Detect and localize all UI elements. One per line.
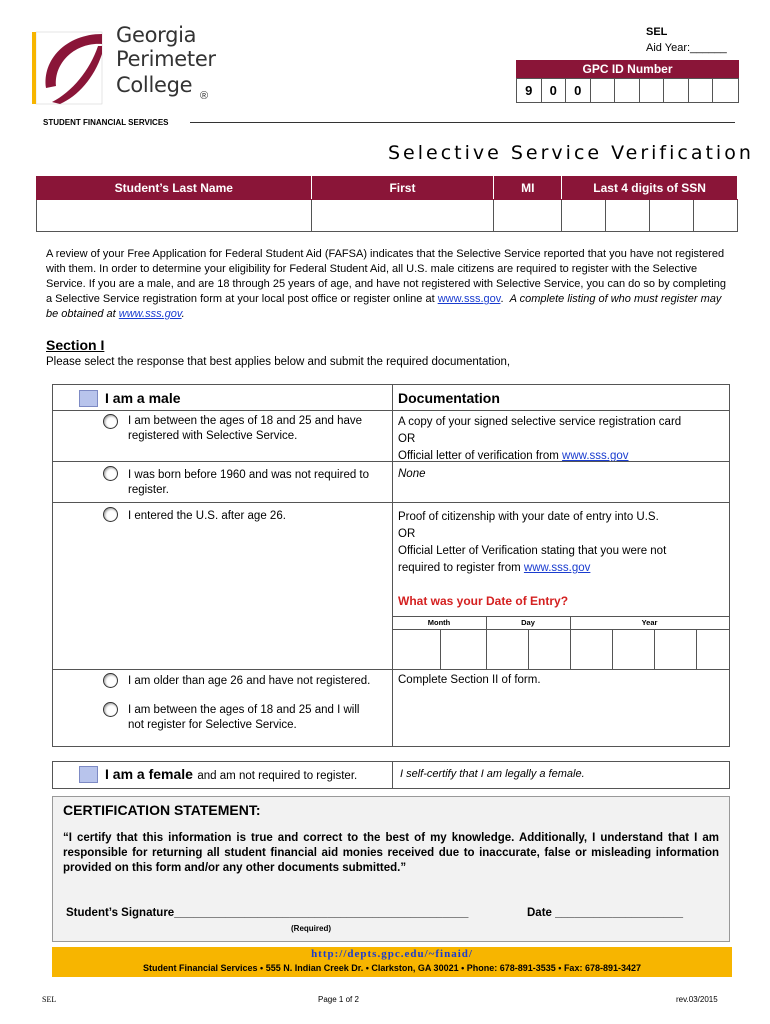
intro-paragraph: A review of your Free Application for Federal Student Aid (FAFSA) indicates that the Selective Service reported that you have not registered with them. In order to determine your eligibility for Federal Student Aid, all U.S. male citizens are required to register with the Selective Service. If you are a male, and are 18 through 25 years of age, and have not registered with Selective Service, you can do so by completing a Selective Service registration form at your local post office or register online at www.sss.gov. A complete listing of who must register may be obtained at www.sss.gov. — [46, 248, 726, 320]
department-label: STUDENT FINANCIAL SERVICES — [43, 118, 169, 127]
form-code: SEL — [646, 26, 668, 38]
first-name-input[interactable] — [311, 200, 494, 232]
logo-line-3: College — [116, 73, 193, 97]
entry-date-grid[interactable] — [392, 616, 729, 669]
sss-link-2[interactable]: www.sss.gov — [118, 308, 182, 320]
female-row — [52, 761, 730, 789]
gpc-id-digit[interactable] — [640, 79, 665, 102]
logo-mark-icon — [32, 24, 114, 108]
gpc-id-digit[interactable] — [713, 79, 738, 102]
doc-line: Proof of citizenship with your date of entry into U.S. — [398, 511, 659, 523]
gpc-id-cells[interactable] — [516, 78, 739, 103]
date-field[interactable]: ____________________ — [555, 907, 684, 919]
gpc-id-header: GPC ID Number — [516, 60, 739, 78]
male-checkbox[interactable] — [79, 390, 98, 412]
option-will-not-register-text: I am between the ages of 18 and 25 and I will not register for Selective Service. — [128, 704, 360, 731]
gpc-id-digit[interactable] — [664, 79, 689, 102]
female-doc: I self-certify that I am legally a female. — [400, 768, 585, 780]
gpc-id-digit[interactable]: 0 — [542, 79, 567, 102]
aid-year-field[interactable]: Aid Year:______ — [646, 42, 727, 54]
sss-link-4[interactable]: www.sss.gov — [523, 562, 591, 574]
section-1-instruction: Please select the response that best applies below and submit the required documentation, — [46, 356, 511, 368]
doc-line: A copy of your signed selective service registration card — [398, 416, 682, 428]
finaid-link[interactable]: http://depts.gpc.edu/~finaid/ — [311, 948, 473, 960]
option-entered-after-26-doc — [398, 509, 723, 577]
col-ssn: Last 4 digits of SSN — [562, 177, 738, 200]
radio-registered[interactable] — [103, 414, 118, 434]
student-info-table — [36, 176, 738, 232]
ssn-input[interactable] — [562, 200, 738, 232]
signature-field[interactable]: ______________________________________________ — [174, 907, 469, 919]
entry-year-label: Year — [641, 618, 658, 627]
college-logo — [32, 24, 232, 110]
intro-italic: A complete listing of who must register may be obtained at — [46, 293, 722, 320]
department-rule — [190, 122, 735, 123]
gpc-id-digit[interactable]: 9 — [517, 79, 542, 102]
radio-will-not-register[interactable] — [103, 702, 118, 722]
footer-contact-bar — [52, 947, 732, 977]
signature-required: (Required) — [291, 924, 331, 933]
revision-date: rev.03/2015 — [676, 995, 718, 1004]
intro-end: . — [181, 308, 185, 320]
intro-text: A review of your Free Application for Federal Student Aid (FAFSA) indicates that the Selective Service reported that you have not registered with them. In order to determine your eligibility for Federal Student Aid, all U.S. male citizens are required to register with the Selective Service. If you are a male, and are 18 through 25 years of age, and have not registered with Selective Service, you can do so by completing a Selective Service registration form at your local post office or register online at — [46, 248, 726, 305]
female-suffix: and am not required to register. — [197, 770, 358, 782]
certification-heading: CERTIFICATION STATEMENT: — [63, 802, 261, 818]
doc-line: Official letter of verification from — [398, 450, 563, 462]
logo-line-1: Georgia — [116, 23, 197, 47]
radio-born-before-1960[interactable] — [103, 466, 118, 486]
col-mi: MI — [494, 177, 562, 200]
female-label: I am a female — [105, 766, 193, 782]
certification-text: “I certify that this information is true and correct to the best of my knowledge. Additionally, I understand that I am responsible for returning all student financial aid monies received due to inaccurate, false or misleading information provided on this form and/or any other documents submitted.” — [63, 832, 719, 874]
date-label: Date — [527, 907, 552, 919]
sss-link-3[interactable]: www.sss.gov — [562, 450, 629, 462]
option-registered-text: I am between the ages of 18 and 25 and have registered with Selective Service. — [128, 415, 363, 442]
gpc-id-digit[interactable] — [689, 79, 714, 102]
registered-mark: ® — [200, 90, 209, 102]
last-name-input[interactable] — [37, 200, 312, 232]
option-born-before-1960-doc: None — [398, 468, 426, 480]
female-checkbox[interactable] — [79, 766, 98, 788]
doc-line: Official Letter of Verification stating that you were not — [398, 545, 667, 557]
doc-line: OR — [398, 433, 416, 445]
section-1-heading: Section I — [46, 337, 105, 353]
footer-form-code: SEL — [42, 995, 57, 1004]
doc-line: required to register from — [398, 562, 524, 574]
option-born-before-1960-text: I was born before 1960 and was not required to register. — [128, 469, 370, 496]
option-entered-after-26-text: I entered the U.S. after age 26. — [128, 510, 286, 522]
col-last-name: Student’s Last Name — [37, 177, 312, 200]
gpc-id-digit[interactable] — [615, 79, 640, 102]
sss-link-1[interactable]: www.sss.gov — [437, 293, 501, 305]
gpc-id-digit[interactable]: 0 — [566, 79, 591, 102]
page-number: Page 1 of 2 — [318, 995, 359, 1004]
entry-month-label: Month — [427, 618, 451, 627]
entry-date-question: What was your Date of Entry? — [398, 594, 569, 608]
male-options-table — [52, 384, 730, 747]
page-title: Selective Service Verification — [388, 142, 754, 164]
certification-box — [52, 796, 730, 942]
mi-input[interactable] — [494, 200, 562, 232]
col-first: First — [311, 177, 494, 200]
radio-older-than-26[interactable] — [103, 673, 118, 693]
female-label-group — [105, 766, 357, 784]
option-older-than-26-doc: Complete Section II of form. — [398, 674, 541, 686]
option-registered-doc — [398, 414, 723, 465]
entry-day-label: Day — [521, 618, 535, 627]
signature-label: Student’s Signature — [66, 907, 175, 919]
footer-address: Student Financial Services • 555 N. Indian Creek Dr. • Clarkston, GA 30021 • Phone: 678-891-3535 • Fax: 678-891-3427 — [143, 963, 641, 973]
doc-line: OR — [398, 528, 416, 540]
documentation-header: Documentation — [398, 390, 500, 406]
option-older-than-26-text: I am older than age 26 and have not registered. — [128, 675, 371, 687]
date-row — [527, 907, 683, 919]
gpc-id-digit[interactable] — [591, 79, 616, 102]
male-label: I am a male — [105, 390, 181, 406]
logo-line-2: Perimeter — [116, 47, 216, 71]
radio-entered-after-26[interactable] — [103, 507, 118, 527]
signature-row — [66, 907, 468, 919]
